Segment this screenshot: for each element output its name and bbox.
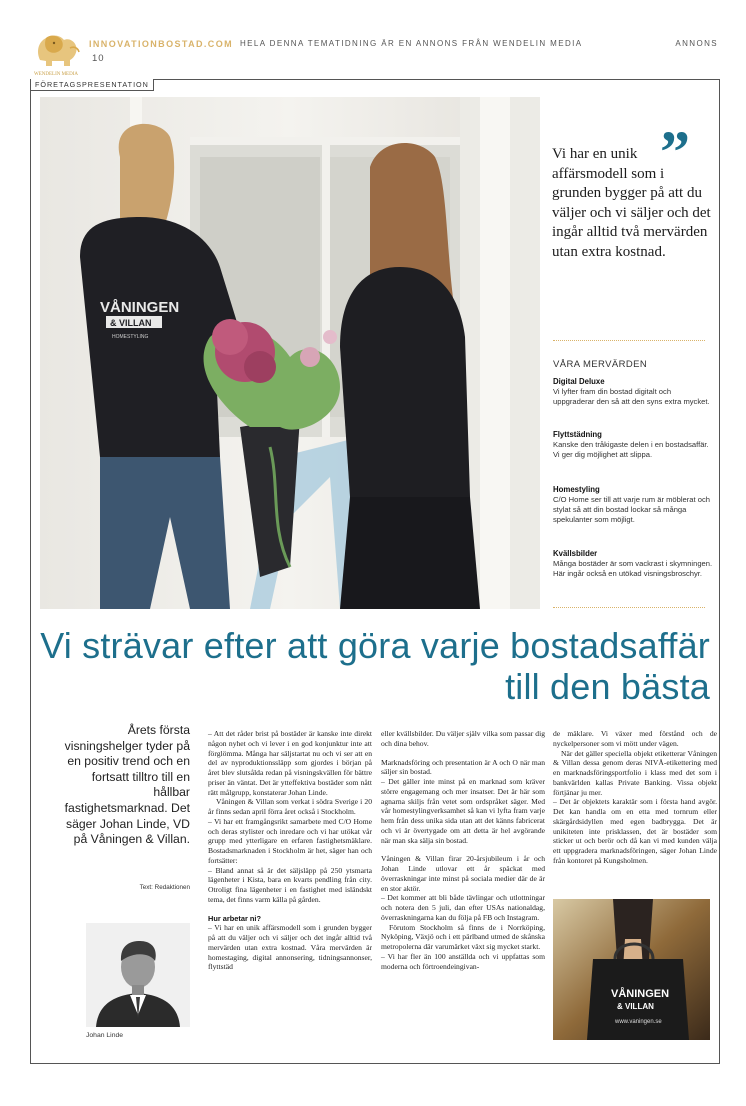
portrait-photo (86, 923, 190, 1027)
hero-photo-illustration (40, 97, 540, 609)
body-column-3 (553, 729, 717, 866)
pull-quote: Vi har en unik affärsmodell som i grunden bygger på att du väljer och vi säljer och det ingår alltid två mervärden utan extra kostnad. (552, 146, 711, 260)
svg-text:& VILLAN: & VILLAN (617, 1002, 654, 1011)
site-name: INNOVATIONBOSTAD.COM (89, 39, 233, 49)
lion-logo-icon (30, 30, 82, 76)
value-item-name: Kvällsbilder (553, 549, 598, 558)
body-paragraph: – Vi har fler än 100 anställda och vi uppfattas som moderna och förtroendeingivan- (381, 951, 545, 971)
body-subheading: Hur arbetar ni? (208, 913, 261, 923)
page-header (30, 30, 720, 76)
quote-mark-icon: ” (660, 119, 690, 185)
body-paragraph: de mäklare. Vi växer med förstånd och de nyckelpersoner som vi mött under vägen. (553, 729, 717, 748)
body-paragraph: Våningen & Villan firar 20-årsjubileum i år och Johan Linde utlovar ett år späckat med överraskningar inte minst på sociala medier där de är en stor aktör. (381, 854, 545, 893)
svg-text:www.vaningen.se: www.vaningen.se (615, 1019, 662, 1025)
annons-label: ANNONS (675, 39, 718, 48)
shopping-bag-photo (553, 899, 710, 1040)
body-paragraph: – Det kommer att bli både tävlingar och utlottningar och notera den 5 juli, dan efter USAs nationaldag, överraskningarna kan du följa på FB och Instagram. (381, 893, 545, 922)
value-item-name: Homestyling (553, 485, 600, 494)
article-headline: Vi strävar efter att göra varje bostadsaffär till den bästa (40, 625, 710, 707)
body-paragraph: Marknadsföring och presentation är A och O när man säljer sin bostad. (381, 757, 545, 777)
body-paragraph: – Det är objektets karaktär som i första hand avgör. Det kan handla om en etta med tornrum eller skärgårdsidyllen med egen badbrygga. Det är unikiteten inte prisklassen, det är bostäder som sticker ut och berör och då kan vi med kunden välja ett uppgradera marknadsföringen, säger Johan Linde från kontoret på Kungsholmen. (553, 797, 717, 865)
value-item-text: C/O Home ser till att varje rum är möblerat och stylat så att din bostad lockar så många spekulanter som möjligt. (553, 495, 710, 524)
page-number: 10 (92, 53, 105, 64)
svg-text:& VILLAN: & VILLAN (110, 318, 152, 328)
value-item-text: Kanske den tråkigaste delen i en bostadsaffär. Vi ger dig möjlighet att slippa. (553, 440, 709, 459)
value-item-name: Flyttstädning (553, 430, 602, 439)
body-paragraph: – Vi har ett framgångsrikt samarbete med C/O Home och deras stylister och inredare och vi har utökat vår grupp med ytterligare en erfaren fastighetsmäklare. Bostadsmarknaden i Stockholm är het, säger han och fortsätter: (208, 816, 372, 865)
body-paragraph: – Att det råder brist på bostäder är kanske inte direkt någon nyhet och vi lever i en god konjunktur inte att förglömma. Många har säljstartat nu och vi ser att en del av nyproduktionssläpp som gjordes i början på året blev slutsålda redan på visningskvällen för bättre priser än väntat. Det är ytteffektiva bostäder som nått rätt målgrupp, konstaterar Johan Linde. (208, 729, 372, 797)
article-ingress: Årets första visningshelger tyder på en positiv trend och en fortsatt tilltro till en hållbar fastighetsmarknad. Det säger Johan Linde, VD på Våningen & Villan. (64, 723, 190, 847)
body-paragraph: eller kvällsbilder. Du väljer själv vilka som passar dig och dina behov. (381, 729, 545, 748)
value-item-text: Många bostäder är som vackrast i skymningen. Här ingår också en utökad visningsbroschyr. (553, 559, 713, 578)
portrait-caption: Johan Linde (86, 1032, 124, 1039)
portrait-illustration (86, 923, 190, 1027)
values-title: VÅRA MERVÄRDEN (553, 359, 648, 370)
body-paragraph: – Det gäller inte minst på en marknad som kräver större engagemang och mer insatser. Det är här som agnarna skiljs från vetet som ordspråket säger. Med vår homestylingverksamhet så kan vi lyfta fram varje hem från dess unika sida utan att det känns fabricerat och vi är övertygade om att detta är hel avgörande när man ska sälja sin bostad. (381, 777, 545, 845)
shopping-bag-illustration (553, 899, 710, 1040)
value-item (553, 430, 713, 460)
svg-text:VÅNINGEN: VÅNINGEN (100, 299, 180, 316)
body-paragraph: Förutom Stockholm så finns de i Norrköping, Nyköping, Växjö och i ett pärlband utmed de skånska metropolerna där varumärket växt sig mycket starkt. (381, 922, 545, 951)
hero-photo (40, 97, 540, 609)
body-paragraph: – Vi har en unik affärsmodell som i grunden bygger på att du väljer och vi säljer och det ingår alltid två mervärden utan extra kostnad. Våra mervärden är homestaging, digital annonsering, tidningsannonser, flyttstäd (208, 923, 372, 972)
body-paragraph: – Bland annat så är det säljsläpp på 250 ytsmarta lägenheter i Kista, bara en kvarts pendling från city. Otroligt fina lägenheter i en fastighet med isländskt tema, det finns varm källa på gården. (208, 865, 372, 904)
body-paragraph: Våningen & Villan som verkat i södra Sverige i 20 år finns sedan april förra året också i Stockholm. (208, 797, 372, 816)
ad-banner-text: HELA DENNA TEMATIDNING ÄR EN ANNONS FRÅN WENDELIN MEDIA (240, 39, 583, 48)
value-item-text: Vi lyfter fram din bostad digitalt och uppgraderar den så att den syns extra mycket. (553, 387, 710, 406)
body-column-2 (381, 729, 545, 971)
svg-text:VÅNINGEN: VÅNINGEN (611, 988, 670, 1000)
value-item (553, 485, 713, 525)
value-item (553, 377, 713, 407)
svg-text:WENDELIN MEDIA: WENDELIN MEDIA (33, 72, 79, 76)
svg-text:HOMESTYLING: HOMESTYLING (112, 334, 149, 340)
value-item-name: Digital Deluxe (553, 377, 605, 386)
section-tag: FÖRETAGSPRESENTATION (30, 79, 154, 91)
byline: Text: Redaktionen (139, 884, 190, 891)
dotted-divider-bottom (553, 607, 705, 608)
body-column-1 (208, 729, 372, 972)
body-paragraph: När det gäller speciella objekt etiketterar Våningen & Villan dessa genom deras NIVÅ-etikettering med en marknadsföringsportfolio i klass med det som i bankvärlden kallas Private Banking. Vissa objekt förtjänar ju mer. (553, 748, 717, 797)
dotted-divider-top (553, 340, 705, 341)
value-item (553, 549, 713, 579)
